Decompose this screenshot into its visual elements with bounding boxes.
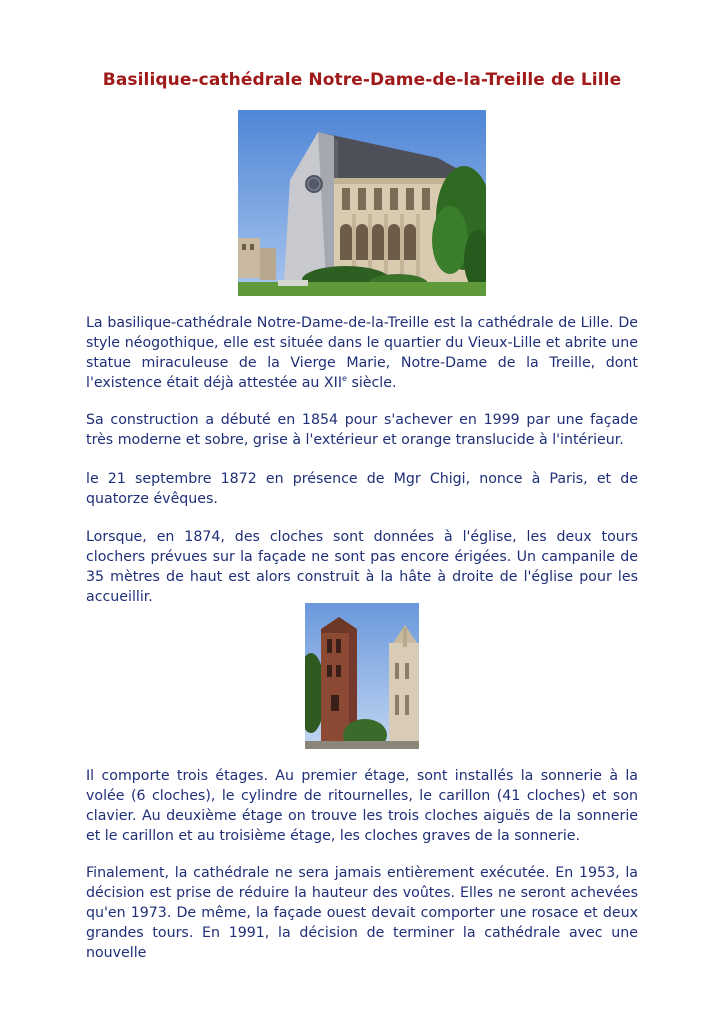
paragraph-consecration: le 21 septembre 1872 en présence de Mgr Chigi, nonce à Paris, et de quatorze évêques. <box>86 471 638 507</box>
cathedral-photo <box>238 110 486 296</box>
century-superscript: e <box>342 374 347 383</box>
paragraph-campanile: Lorsque, en 1874, des cloches sont données à l'église, les deux tours clochers prévues sur la façade ne sont pas encore érigées. Un campanile de 35 mètres de haut est alors construit à la hâte à droite de l'église pour les accueillir. <box>86 529 638 605</box>
paragraph-intro: La basilique-cathédrale Notre-Dame-de-la-Treille est la cathédrale de Lille. De style néogothique, elle est située dans le quartier du Vieux-Lille et abrite une statue miraculeuse de la Vierge Marie, Notre-Dame de la Treille, dont l'existence était déjà attestée au XIIe siècle. <box>86 315 638 391</box>
campanile-photo <box>305 603 419 749</box>
page-title: Basilique-cathédrale Notre-Dame-de-la-Treille de Lille <box>102 70 622 90</box>
paragraph-construction: Sa construction a débuté en 1854 pour s'achever en 1999 par une façade très moderne et sobre, grise à l'extérieur et orange translucide à l'intérieur. <box>86 412 638 448</box>
paragraph-completion: Finalement, la cathédrale ne sera jamais entièrement exécutée. En 1953, la décision est prise de réduire la hauteur des voûtes. Elles ne seront achevées qu'en 1973. De même, la façade ouest devait comporter une rosace et deux grandes tours. En 1991, la décision de terminer la cathédrale avec une nouvelle <box>86 865 638 961</box>
paragraph-floors: Il comporte trois étages. Au premier étage, sont installés la sonnerie à la volée (6 cloches), le cylindre de ritournelles, le carillon (41 cloches) et son clavier. Au deuxième étage on trouve les trois cloches aiguës de la sonnerie et le carillon et au troisième étage, les cloches graves de la sonnerie. <box>86 768 638 844</box>
